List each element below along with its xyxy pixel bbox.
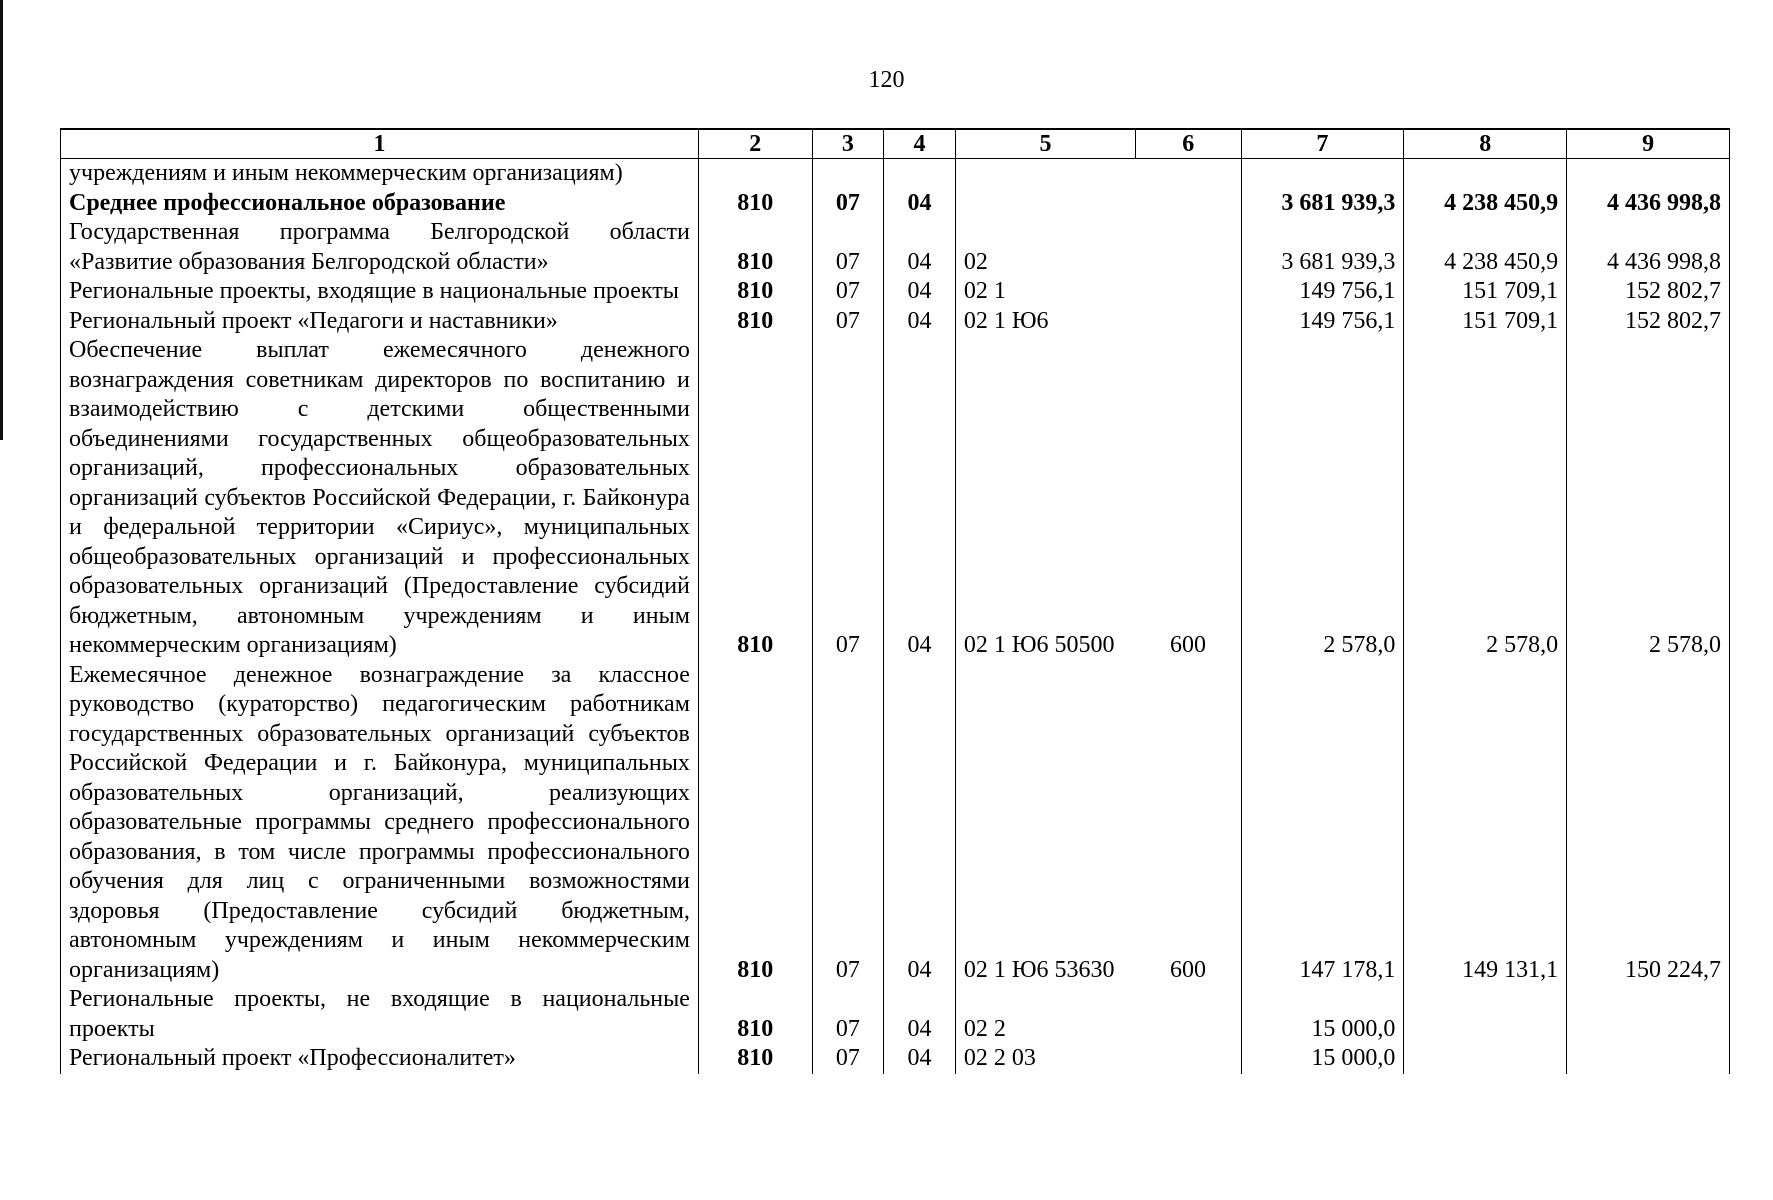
table-row <box>61 218 1730 277</box>
row-subsection: 04 <box>884 1044 956 1074</box>
row-amount-9 <box>1567 985 1730 1044</box>
table-row <box>61 159 1730 189</box>
row-name: учреждениям и иным некоммерческим организациям) <box>61 159 699 189</box>
row-expense <box>1136 307 1241 337</box>
row-amount-9: 150 224,7 <box>1567 661 1730 986</box>
row-section: 07 <box>812 277 884 307</box>
row-expense: 600 <box>1136 336 1241 661</box>
row-amount-8: 4 238 450,9 <box>1404 218 1567 277</box>
col-header-8: 8 <box>1404 129 1567 159</box>
row-subsection: 04 <box>884 277 956 307</box>
row-target <box>955 189 1135 219</box>
row-name: Региональный проект «Профессионалитет» <box>61 1044 699 1074</box>
row-expense: 600 <box>1136 661 1241 986</box>
row-amount-7 <box>1241 159 1404 189</box>
row-ministry: 810 <box>698 985 812 1044</box>
row-expense <box>1136 1044 1241 1074</box>
row-target: 02 1 Ю6 53630 <box>955 661 1135 986</box>
row-amount-9: 4 436 998,8 <box>1567 189 1730 219</box>
table-row <box>61 985 1730 1044</box>
row-amount-9: 152 802,7 <box>1567 307 1730 337</box>
row-section <box>812 159 884 189</box>
row-amount-8: 151 709,1 <box>1404 307 1567 337</box>
row-name: Государственная программа Белгородской области «Развитие образования Белгородской области» <box>61 218 699 277</box>
table-row <box>61 307 1730 337</box>
row-expense <box>1136 218 1241 277</box>
row-amount-7: 2 578,0 <box>1241 336 1404 661</box>
row-amount-8: 149 131,1 <box>1404 661 1567 986</box>
col-header-3: 3 <box>812 129 884 159</box>
col-header-1: 1 <box>61 129 699 159</box>
row-amount-7: 15 000,0 <box>1241 985 1404 1044</box>
row-expense <box>1136 189 1241 219</box>
row-expense <box>1136 985 1241 1044</box>
col-header-4: 4 <box>884 129 956 159</box>
row-amount-7: 3 681 939,3 <box>1241 189 1404 219</box>
row-expense <box>1136 159 1241 189</box>
row-subsection: 04 <box>884 985 956 1044</box>
row-target <box>955 159 1135 189</box>
row-amount-8 <box>1404 985 1567 1044</box>
row-amount-7: 149 756,1 <box>1241 307 1404 337</box>
header-row <box>61 129 1730 159</box>
row-ministry: 810 <box>698 1044 812 1074</box>
row-ministry: 810 <box>698 218 812 277</box>
row-section: 07 <box>812 661 884 986</box>
row-amount-7: 15 000,0 <box>1241 1044 1404 1074</box>
table-row <box>61 336 1730 661</box>
row-amount-8: 151 709,1 <box>1404 277 1567 307</box>
table-row <box>61 189 1730 219</box>
row-target: 02 <box>955 218 1135 277</box>
row-ministry: 810 <box>698 277 812 307</box>
table-row <box>61 1044 1730 1074</box>
col-header-7: 7 <box>1241 129 1404 159</box>
row-section: 07 <box>812 1044 884 1074</box>
col-header-5: 5 <box>955 129 1135 159</box>
row-subsection <box>884 159 956 189</box>
row-target: 02 2 <box>955 985 1135 1044</box>
row-name: Среднее профессиональное образование <box>61 189 699 219</box>
row-amount-8: 2 578,0 <box>1404 336 1567 661</box>
row-name: Ежемесячное денежное вознаграждение за классное руководство (кураторство) педагогическим работникам государственных образовательных организаций субъектов Российской Федерации и г. Байконура, муниципальных образовательных организаций, реализующих образовательные программы среднего профессионального образования, в том числе программы профессионального обучения для лиц с ограниченными возможностями здоровья (Предоставление субсидий бюджетным, автономным учреждениям и иным некоммерческим организациям) <box>61 661 699 986</box>
col-header-2: 2 <box>698 129 812 159</box>
row-amount-9: 4 436 998,8 <box>1567 218 1730 277</box>
row-target: 02 2 03 <box>955 1044 1135 1074</box>
row-target: 02 1 Ю6 50500 <box>955 336 1135 661</box>
row-subsection: 04 <box>884 336 956 661</box>
row-expense <box>1136 277 1241 307</box>
row-section: 07 <box>812 307 884 337</box>
row-target: 02 1 Ю6 <box>955 307 1135 337</box>
row-amount-7: 149 756,1 <box>1241 277 1404 307</box>
col-header-6: 6 <box>1136 129 1241 159</box>
row-ministry: 810 <box>698 661 812 986</box>
row-name: Региональные проекты, входящие в национальные проекты <box>61 277 699 307</box>
row-subsection: 04 <box>884 189 956 219</box>
row-section: 07 <box>812 189 884 219</box>
row-subsection: 04 <box>884 218 956 277</box>
row-amount-8: 4 238 450,9 <box>1404 189 1567 219</box>
row-section: 07 <box>812 985 884 1044</box>
row-amount-9 <box>1567 159 1730 189</box>
row-name: Региональные проекты, не входящие в национальные проекты <box>61 985 699 1044</box>
budget-table <box>60 128 1730 1074</box>
row-ministry: 810 <box>698 189 812 219</box>
row-amount-7: 147 178,1 <box>1241 661 1404 986</box>
row-amount-7: 3 681 939,3 <box>1241 218 1404 277</box>
row-amount-9: 2 578,0 <box>1567 336 1730 661</box>
row-section: 07 <box>812 218 884 277</box>
row-target: 02 1 <box>955 277 1135 307</box>
row-amount-9 <box>1567 1044 1730 1074</box>
table-row <box>61 277 1730 307</box>
row-subsection: 04 <box>884 661 956 986</box>
row-section: 07 <box>812 336 884 661</box>
row-name: Обеспечение выплат ежемесячного денежного вознаграждения советникам директоров по воспитанию и взаимодействию с детскими общественными объединениями государственных общеобразовательных организаций, профессиональных образовательных организаций субъектов Российской Федерации, г. Байконура и федеральной территории «Сириус», муниципальных общеобразовательных организаций и профессиональных образовательных организаций (Предоставление субсидий бюджетным, автономным учреждениям и иным некоммерческим организациям) <box>61 336 699 661</box>
page-number: 120 <box>868 67 905 93</box>
row-ministry: 810 <box>698 307 812 337</box>
row-amount-8 <box>1404 159 1567 189</box>
row-subsection: 04 <box>884 307 956 337</box>
row-ministry: 810 <box>698 336 812 661</box>
row-amount-8 <box>1404 1044 1567 1074</box>
col-header-9: 9 <box>1567 129 1730 159</box>
row-ministry <box>698 159 812 189</box>
table-row <box>61 661 1730 986</box>
row-name: Региональный проект «Педагоги и наставники» <box>61 307 699 337</box>
row-amount-9: 152 802,7 <box>1567 277 1730 307</box>
